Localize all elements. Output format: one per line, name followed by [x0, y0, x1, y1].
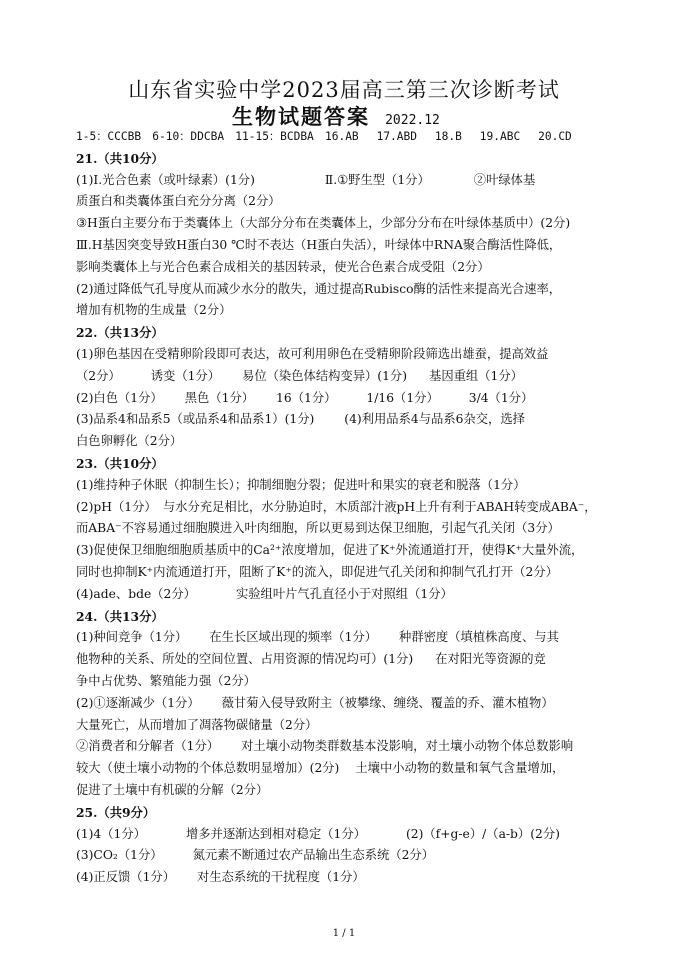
q23-line: (3)促使保卫细胞细胞质基质中的Ca²⁺浓度增加，促进了K⁺外流通道打开，使得K⁺大量外流， [76, 543, 584, 558]
q25-part: (4)正反馈（1分） [76, 870, 176, 885]
q21-line: 增加有机物的生成量（2分） [76, 303, 232, 318]
q25-part: 增多并逐渐达到相对稳定（1分） [185, 826, 366, 841]
q22-part: 3/4（1分） [468, 390, 534, 405]
q24-line [76, 693, 616, 715]
q21-part2: Ⅱ.①野生型（1分） [324, 172, 430, 187]
q25-part: 氮元素不断通过农产品输出生态系统（2分） [192, 848, 435, 863]
question-24-heading: 24.（共13分） [76, 608, 164, 624]
q22-part: (3)品系4和品系5（或品系4和品系1）(1分) [76, 412, 315, 427]
q22-line [76, 409, 616, 431]
q22-part: 1/16（1分） [366, 390, 439, 405]
q24-part: ②消费者和分解者（1分） [76, 739, 220, 754]
q24-part: 土壤中小动物的数量和氧气含量增加， [355, 761, 565, 776]
multiple-choice-answers: 1-5：CCCBB 6-10：DDCBA 11-15：BCDBA 16.AB 17.ABD 18.B 19.ABC 20.CD [76, 130, 572, 143]
q21-line: 质蛋白和类囊体蛋白充分分离（2分） [76, 194, 281, 209]
q21-line: ③H蛋白主要分布于类囊体上（大部分分布在类囊体上，少部分分布在叶绿体基质中）(2分) [76, 216, 571, 231]
q24-part: 在生长区域出现的频率（1分） [209, 630, 378, 645]
answer-key-heading: 生物试题答案 [232, 105, 370, 129]
q24-line: 促进了土壤中有机碳的分解（2分） [76, 782, 269, 797]
question-22-heading: 22.（共13分） [76, 325, 164, 341]
q21-line: (2)通过降低气孔导度从而减少水分的散失，通过提高Rubisco酶的活性来提高光合速率， [76, 281, 562, 296]
question-25-heading: 25.（共9分） [76, 804, 156, 820]
q23-line: 而ABA⁻不容易通过细胞膜进入叶肉细胞，所以更易到达保卫细胞，引起气孔关闭（3分） [76, 521, 560, 536]
q25-part: (2)（f+g-e）/（a-b）(2分) [405, 826, 560, 841]
page-number: 1 / 1 [332, 928, 356, 939]
q25-line [76, 867, 616, 889]
q24-line: 争中占优势、繁殖能力强（2分） [76, 673, 256, 688]
q25-part: (1)4（1分） [76, 826, 146, 841]
q22-part: (4)利用品系4与品系6杂交，选择 [344, 412, 525, 427]
q25-line [76, 824, 616, 846]
q23-line [76, 584, 616, 606]
q24-line [76, 649, 616, 671]
q24-part: 种群密度（填植株高度、与其 [399, 630, 559, 645]
q22-line: 白色卵孵化（2分） [76, 434, 183, 449]
q22-line: (1)卵色基因在受精卵阶段即可表达，故可利用卵色在受精卵阶段筛选出雄蚕，提高效益 [76, 346, 549, 361]
q24-line: 大量死亡，从而增加了凋落物碳储量（2分） [76, 717, 318, 732]
q25-part: (3)CO₂（1分） [76, 848, 163, 863]
q22-line [76, 366, 616, 388]
answer-content [76, 126, 616, 889]
q25-part: 对生态系统的干扰程度（1分） [197, 870, 365, 885]
q22-part: (2)白色（1分） [76, 390, 163, 405]
q24-part: 他物种的关系、所处的空间位置、占用资源的情况均可）(1分) [76, 652, 414, 667]
q22-part: 基因重组（1分） [429, 368, 523, 383]
q24-part: 在对阳光等资源的竞 [435, 652, 546, 667]
q21-line: 影响类囊体上与光合色素合成相关的基因转录，使光合色素合成受阻（2分） [76, 259, 490, 274]
q24-part: 对土壤小动物类群数基本没影响，对土壤小动物个体总数影响 [241, 739, 574, 754]
q24-part: 薇甘菊入侵导致附主（被攀缘、缠绕、覆盖的乔、灌木植物） [221, 695, 554, 710]
q22-part: 16（1分） [276, 390, 337, 405]
q23-line: (1)维持种子休眠（抑制生长）；抑制细胞分裂；促进叶和果实的衰老和脱落（1分） [76, 477, 526, 492]
q22-part: 黑色（1分） [184, 390, 255, 405]
exam-date: 2022.12 [385, 113, 440, 128]
q22-part: 诱变（1分） [150, 368, 221, 383]
q24-line [76, 627, 616, 649]
q23-line: 同时也抑制K⁺内流通道打开，阻断了K⁺的流入，即促进气孔关闭和抑制气孔打开（2分） [76, 564, 558, 579]
q21-part1: (1)Ⅰ.光合色素（或叶绿素）(1分) [76, 172, 255, 187]
q24-line [76, 736, 616, 758]
q22-part: 易位（染色体结构变异）(1分) [242, 368, 408, 383]
q25-line [76, 845, 616, 867]
q23-part: (4)ade、bde（2分） [76, 586, 196, 601]
q24-part: (1)种间竞争（1分） [76, 630, 188, 645]
q24-line [76, 758, 616, 780]
q24-part: 较大（使土壤小动物的个体总数明显增加）(2分) [76, 761, 340, 776]
exam-title: 山东省实验中学2023届高三第三次诊断考试 [128, 78, 560, 102]
q22-part: （2分） [76, 368, 121, 383]
q24-part: (2)①逐渐减少（1分） [76, 695, 200, 710]
q21-line [76, 170, 616, 192]
question-23-heading: 23.（共10分） [76, 455, 164, 471]
q21-part3: ②叶绿体基 [473, 172, 536, 187]
q23-part: 实验组叶片气孔直径小于对照组（1分） [235, 586, 453, 601]
question-21-heading: 21.（共10分） [76, 150, 164, 166]
q22-line [76, 388, 616, 410]
q21-line: Ⅲ.H基因突变导致H蛋白30 ℃时不表达（H蛋白失活），叶绿体中RNA聚合酶活性降低， [76, 237, 562, 252]
q23-line: (2)pH（1分） 与水分充足相比，水分胁迫时，木质部汁液pH上升有利于ABAH转变成ABA⁻， [76, 499, 597, 514]
